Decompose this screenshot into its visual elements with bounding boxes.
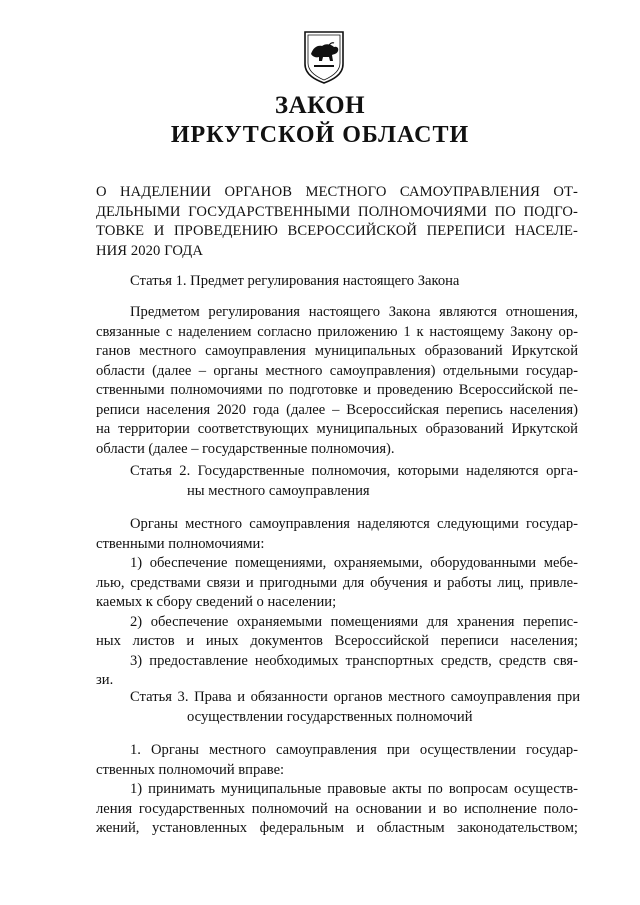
- heading-line: Статья 2. Государственные полномочия, которыми наделяются орга-: [130, 463, 578, 479]
- article-2-text: [96, 515, 578, 691]
- text-line: Органы местного самоуправления наделяются следующими государ-: [130, 516, 578, 532]
- heading-line: ны местного самоуправления: [187, 482, 370, 499]
- text-line: зи.: [96, 672, 114, 688]
- article-1-text: [96, 303, 578, 459]
- document-title: ЗАКОН: [274, 92, 366, 119]
- list-item: 1) принимать муниципальные правовые акты по вопросам осуществ-: [130, 781, 578, 797]
- law-name-line: ДЕЛЬНЫМИ ГОСУДАРСТВЕННЫМИ ПОЛНОМОЧИЯМИ ПО ПОДГО-: [96, 203, 578, 220]
- text-line: ных листов и иных документов Всероссийской переписи населения;: [96, 633, 578, 649]
- text-line: ганов местного самоуправления муниципальных образований Иркутской: [96, 343, 578, 359]
- article-1-heading: Статья 1. Предмет регулирования настоящего Закона: [130, 273, 460, 289]
- law-name-line: НИЯ 2020 ГОДА: [96, 242, 203, 259]
- document-region: ИРКУТСКОЙ ОБЛАСТИ: [170, 122, 470, 148]
- text-line: реписи населения 2020 года (далее – Всероссийская перепись населения): [96, 401, 578, 418]
- text-line: связанные с наделением согласно приложению 1 к настоящему Закону ор-: [96, 323, 578, 340]
- law-name-line: О НАДЕЛЕНИИ ОРГАНОВ МЕСТНОГО САМОУПРАВЛЕНИЯ ОТ-: [96, 184, 578, 200]
- text-line: на территории соответствующих муниципальных образований Иркутской: [96, 421, 578, 437]
- coat-of-arms-icon: [302, 30, 346, 84]
- article-3-heading: [130, 688, 580, 727]
- heading-line: Статья 3. Права и обязанности органов местного самоуправления при: [130, 689, 580, 705]
- list-item: 3) предоставление необходимых транспортных средств, средств свя-: [130, 652, 578, 669]
- article-3-text: [96, 741, 578, 839]
- text-line: Предметом регулирования настоящего Закона являются отношения,: [130, 304, 578, 320]
- text-line: лью, средствами связи и пригодными для обучения и работы лиц, привле-: [96, 574, 578, 591]
- text-line: ственными полномочиями по подготовке и проведению Всероссийской пе-: [96, 382, 578, 398]
- law-name: [96, 183, 578, 261]
- text-line: каемых к сбору сведений о населении;: [96, 594, 337, 610]
- text-line: ления государственных полномочий на основании и во исполнение поло-: [96, 800, 578, 817]
- text-line: ственных полномочий вправе:: [96, 761, 285, 778]
- list-item: 1) обеспечение помещениями, охраняемыми, оборудованными мебе-: [130, 555, 578, 571]
- text-line: жений, установленных федеральным и областным законодательством;: [96, 820, 578, 836]
- text-line: ственными полномочиями:: [96, 535, 265, 552]
- text-line: области (далее – органы местного самоуправления) отдельными государ-: [96, 362, 578, 379]
- text-line: области (далее – государственные полномочия).: [96, 440, 395, 457]
- law-name-line: ТОВКЕ И ПРОВЕДЕНИЮ ВСЕРОССИЙСКОЙ ПЕРЕПИСИ НАСЕЛЕ-: [96, 223, 578, 239]
- list-item: 2) обеспечение охраняемыми помещениями для хранения перепис-: [130, 613, 578, 630]
- heading-line: осуществлении государственных полномочий: [187, 708, 473, 725]
- article-2-heading: [130, 462, 578, 501]
- text-line: 1. Органы местного самоуправления при осуществлении государ-: [130, 742, 578, 758]
